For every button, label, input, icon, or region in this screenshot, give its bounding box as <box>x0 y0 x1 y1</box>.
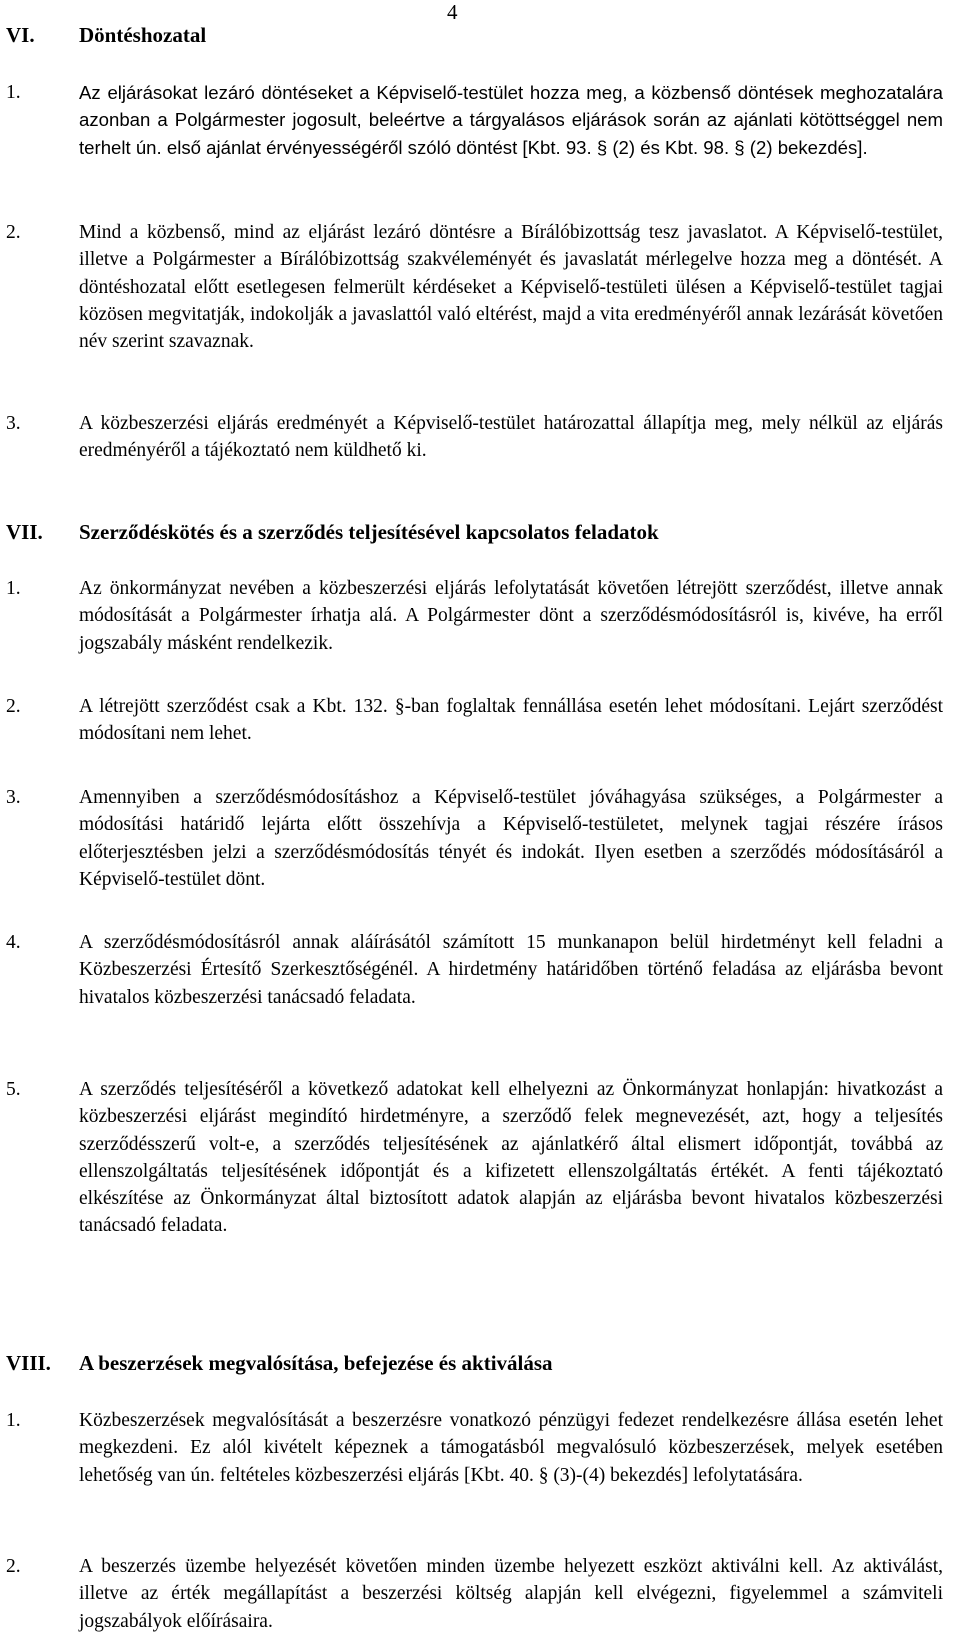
item-text: Közbeszerzések megvalósítását a beszerzésre vonatkozó pénzügyi fedezet rendelkezésre állása esetén lehet megkezdeni. Ez alól kivételt képeznek a támogatásból megvalósuló közbeszerzések, melyek esetében lehetőség van ún. feltételes közbeszerzési eljárás [Kbt. 40. § (3)-(4) bekezdés] lefolytatására. <box>79 1410 943 1486</box>
section-title: A beszerzések megvalósítása, befejezése és aktiválása <box>79 1351 553 1375</box>
item-number: 4. <box>6 932 21 953</box>
item-number: 5. <box>6 1079 21 1100</box>
item-text: Az önkormányzat nevében a közbeszerzési eljárás lefolytatását követően létrejött szerződést, illetve annak módosítását a Polgármester írhatja alá. A Polgármester dönt a szerződésmódosításról is, kivéve, ha erről jogszabály másként rendelkezik. <box>79 578 943 654</box>
item-number: 2. <box>6 1556 21 1577</box>
item-text: Mind a közbenső, mind az eljárást lezáró döntésre a Bírálóbizottság tesz javaslatot. A Képviselő-testület, illetve a Polgármester a Bírálóbizottság szakvéleményét és javaslatát mérlegelve hozza meg a döntését. A döntéshozatal előtt esetlegesen felmerült kérdéseket a Képviselő-testületi ülésen a Képviselő-testület tagjai közösen megvitatják, indokolják a javaslattól való eltérést, majd a vita eredményéről annak lezárását követően név szerint szavaznak. <box>79 222 943 353</box>
section-title: Szerződéskötés és a szerződés teljesítésével kapcsolatos feladatok <box>79 520 659 544</box>
section-heading-vii <box>6 519 946 545</box>
section-number: VIII. <box>6 1351 51 1375</box>
item-text: A létrejött szerződést csak a Kbt. 132. §-ban foglaltak fennállása esetén lehet módosítani. Lejárt szerződést módosítani nem lehet. <box>79 696 943 745</box>
page-number: 4 <box>447 0 458 24</box>
item-number: 1. <box>6 578 21 599</box>
item-number: 2. <box>6 222 21 243</box>
section-number: VII. <box>6 520 43 544</box>
section-heading-viii <box>6 1350 946 1376</box>
section-heading-vi <box>6 22 946 48</box>
item-number: 3. <box>6 787 21 808</box>
item-number: 3. <box>6 413 21 434</box>
item-text: Az eljárásokat lezáró döntéseket a Képviselő-testület hozza meg, a közbenső döntések meghozatalára azonban a Polgármester jogosult, beleértve a tárgyalásos eljárások során az ajánlati kötöttséggel nem terhelt ún. első ajánlat érvényességéről szóló döntést [Kbt. 93. § (2) és Kbt. 98. § (2) bekezdés]. <box>79 82 943 158</box>
item-text: A közbeszerzési eljárás eredményét a Képviselő-testület határozattal állapítja meg, mely nélkül az eljárás eredményéről a tájékoztató nem küldhető ki. <box>79 413 943 462</box>
item-text: A szerződés teljesítéséről a következő adatokat kell elhelyezni az Önkormányzat honlapján: hivatkozást a közbeszerzési eljárást megindító hirdetményre, a szerződő felek megnevezését, azt, hogy a teljesítés szerződésszerű volt-e, a szerződés teljesítésének az ajánlatkérő által elismert időpontját, továbbá az ellenszolgáltatás teljesítésének időpontját és a kifizetett ellenszolgáltatás értékét. A fenti tájékoztató elkészítése az Önkormányzat által biztosított adatok alapján az eljárásba bevont hivatalos közbeszerzési tanácsadó feladata. <box>79 1079 943 1237</box>
item-number: 2. <box>6 696 21 717</box>
section-number: VI. <box>6 23 35 47</box>
item-number: 1. <box>6 82 21 103</box>
item-text: A szerződésmódosításról annak aláírásától számított 15 munkanapon belül hirdetményt kell feladni a Közbeszerzési Értesítő Szerkesztőségénél. A hirdetmény határidőben történő feladása az eljárásba bevont hivatalos közbeszerzési tanácsadó feladata. <box>79 932 943 1008</box>
item-text: Amennyiben a szerződésmódosításhoz a Képviselő-testület jóváhagyása szükséges, a Polgármester a módosítási határidő lejárta előtt összehívja a Képviselő-testületet, melynek tagjai részére írásos előterjesztésben jelzi a szerződésmódosítás tényét és indokát. Ilyen esetben a szerződés módosításáról a Képviselő-testület dönt. <box>79 787 943 890</box>
section-title: Döntéshozatal <box>79 23 207 47</box>
item-text: A beszerzés üzembe helyezését követően minden üzembe helyezett eszközt aktiválni kell. Az aktiválást, illetve az érték megállapítást a beszerzési költség alapján kell elvégezni, figyelemmel a számviteli jogszabályok előírásaira. <box>79 1556 943 1632</box>
item-number: 1. <box>6 1410 21 1431</box>
